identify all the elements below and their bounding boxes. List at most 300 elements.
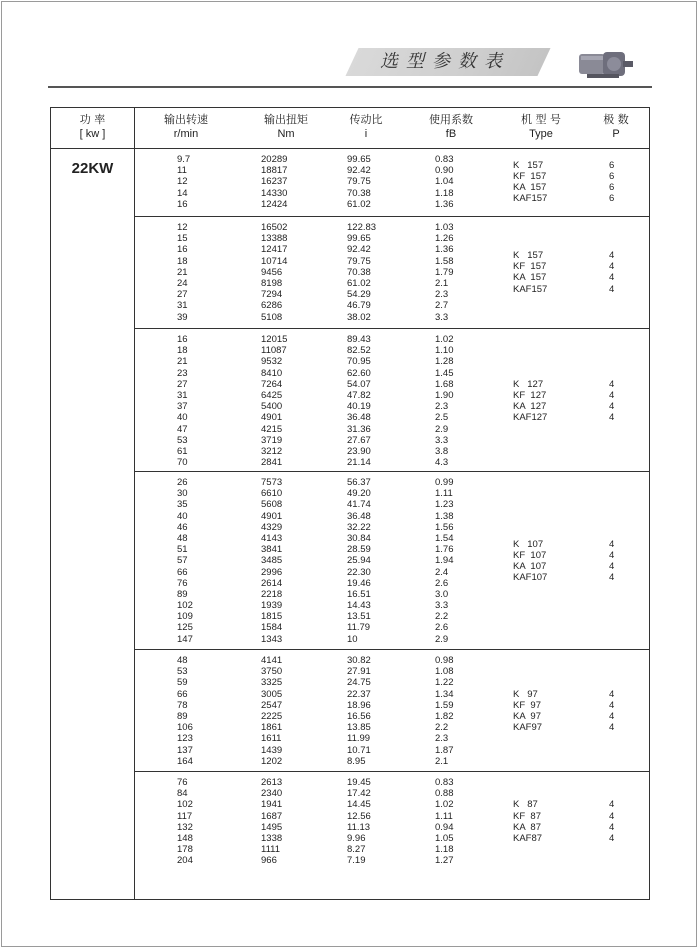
type-value: K 157	[513, 250, 544, 261]
torque-value: 4901	[261, 412, 283, 424]
type-value: KA 157	[513, 272, 547, 284]
ratio-value: 31.36	[347, 423, 371, 435]
type-value: KF 97	[513, 699, 541, 711]
speed-value: 27	[177, 378, 188, 390]
torque-column	[261, 777, 282, 867]
torque-value: 4143	[261, 532, 283, 544]
poles-value: 4	[609, 401, 615, 413]
speed-column	[177, 154, 190, 210]
type-column	[513, 160, 547, 205]
poles-column	[609, 689, 614, 734]
type-value: KF 127	[513, 389, 547, 401]
ratio-value: 47.82	[347, 389, 371, 401]
factor-column	[435, 655, 454, 767]
type-column	[513, 379, 547, 424]
factor-value: 2.3	[435, 401, 449, 413]
speed-value: 37	[177, 401, 188, 413]
torque-value: 8410	[261, 367, 283, 379]
torque-value: 5608	[261, 499, 283, 511]
speed-value: 66	[177, 688, 188, 700]
ratio-column	[347, 334, 371, 468]
poles-value: 6	[609, 170, 615, 182]
ratio-column	[347, 222, 376, 323]
header-separator	[51, 148, 649, 149]
factor-value: 2.6	[435, 577, 449, 589]
type-value: KAF157	[513, 283, 548, 295]
factor-value: 1.10	[435, 345, 454, 357]
factor-value: 1.82	[435, 710, 454, 722]
torque-value: 2547	[261, 699, 283, 711]
speed-value: 137	[177, 744, 193, 756]
speed-value: 46	[177, 521, 188, 533]
torque-value: 2218	[261, 588, 283, 600]
speed-value: 57	[177, 555, 188, 567]
torque-value: 6286	[261, 300, 283, 312]
type-column	[513, 539, 547, 584]
factor-value: 2.4	[435, 566, 449, 578]
torque-value: 1439	[261, 744, 283, 756]
torque-value: 5108	[261, 311, 283, 323]
ratio-value: 25.94	[347, 555, 371, 567]
torque-value: 20289	[261, 154, 288, 165]
speed-value: 70	[177, 457, 188, 469]
factor-value: 1.03	[435, 222, 454, 233]
group-separator	[134, 328, 649, 329]
column-header-unit: Nm	[277, 128, 295, 140]
factor-value: 0.90	[435, 165, 454, 177]
column-header-zh: 功 率	[79, 113, 106, 126]
ratio-value: 18.96	[347, 699, 371, 711]
factor-value: 2.9	[435, 633, 449, 645]
torque-value: 1495	[261, 821, 283, 833]
ratio-value: 8.95	[347, 755, 366, 767]
speed-value: 16	[177, 334, 188, 345]
column-header-zh: 极 数	[603, 113, 629, 126]
factor-value: 3.8	[435, 445, 449, 457]
ratio-value: 21.14	[347, 457, 371, 469]
torque-value: 3005	[261, 688, 283, 700]
poles-value: 4	[609, 799, 615, 811]
speed-value: 204	[177, 855, 193, 867]
poles-value: 4	[609, 722, 615, 734]
speed-value: 53	[177, 666, 188, 678]
ratio-value: 19.46	[347, 577, 371, 589]
selection-table	[50, 107, 650, 900]
poles-value: 4	[609, 832, 615, 844]
factor-value: 2.2	[435, 611, 449, 623]
speed-column	[177, 222, 188, 323]
torque-column	[261, 655, 282, 767]
speed-value: 31	[177, 389, 188, 401]
speed-value: 148	[177, 832, 193, 844]
factor-column	[435, 477, 454, 645]
ratio-value: 13.51	[347, 611, 371, 623]
torque-value: 1861	[261, 722, 283, 734]
ratio-value: 99.65	[347, 154, 371, 165]
column-header-unit: r/min	[173, 128, 199, 140]
torque-value: 9456	[261, 266, 283, 278]
factor-value: 1.59	[435, 699, 454, 711]
poles-column	[609, 250, 614, 295]
factor-value: 1.05	[435, 832, 454, 844]
speed-value: 16	[177, 198, 188, 210]
speed-column	[177, 655, 193, 767]
ratio-value: 36.48	[347, 510, 371, 522]
torque-value: 1338	[261, 832, 283, 844]
type-value: KAF97	[513, 722, 543, 734]
column-header	[581, 113, 651, 141]
torque-column	[261, 334, 287, 468]
poles-value: 4	[609, 283, 615, 295]
type-value: KAF157	[513, 193, 548, 205]
type-value: KF 157	[513, 170, 547, 182]
torque-value: 10714	[261, 255, 288, 267]
type-value: KA 87	[513, 821, 541, 833]
torque-value: 3719	[261, 434, 283, 446]
torque-value: 12015	[261, 334, 288, 345]
torque-value: 2340	[261, 788, 283, 800]
torque-value: 1202	[261, 755, 283, 767]
torque-value: 18817	[261, 165, 288, 177]
speed-value: 106	[177, 722, 193, 734]
factor-value: 1.02	[435, 799, 454, 811]
column-header	[491, 113, 591, 141]
speed-value: 18	[177, 345, 188, 357]
factor-value: 1.26	[435, 233, 454, 245]
torque-value: 2841	[261, 457, 283, 469]
poles-value: 4	[609, 378, 615, 390]
ratio-value: 61.02	[347, 198, 371, 210]
torque-value: 1939	[261, 600, 283, 612]
column-header-zh: 传动比	[349, 113, 383, 126]
column-header-unit: [ kw ]	[79, 128, 106, 140]
factor-value: 1.28	[435, 356, 454, 368]
ratio-value: 70.95	[347, 356, 371, 368]
ratio-value: 61.02	[347, 277, 371, 289]
torque-value: 4329	[261, 521, 283, 533]
speed-value: 51	[177, 544, 188, 556]
factor-value: 1.38	[435, 510, 454, 522]
torque-value: 1343	[261, 633, 283, 645]
torque-value: 6610	[261, 488, 283, 500]
ratio-value: 28.59	[347, 544, 371, 556]
torque-value: 11087	[261, 345, 287, 357]
poles-value: 4	[609, 412, 615, 424]
torque-value: 4215	[261, 423, 283, 435]
torque-value: 3750	[261, 666, 283, 678]
torque-value: 1941	[261, 799, 283, 811]
torque-value: 5400	[261, 401, 283, 413]
type-value: K 127	[513, 378, 544, 390]
factor-value: 3.3	[435, 311, 449, 323]
factor-value: 1.56	[435, 521, 454, 533]
torque-column	[261, 154, 287, 210]
column-header-zh: 输出转速	[164, 113, 208, 126]
ratio-value: 30.82	[347, 655, 371, 666]
ratio-value: 99.65	[347, 233, 371, 245]
torque-value: 2613	[261, 777, 283, 788]
type-column	[513, 689, 542, 734]
speed-value: 66	[177, 566, 188, 578]
speed-value: 102	[177, 600, 193, 612]
type-value: KA 127	[513, 401, 547, 413]
ratio-column	[347, 777, 371, 867]
header-rule	[48, 86, 652, 88]
speed-value: 23	[177, 367, 188, 379]
torque-value: 7294	[261, 289, 283, 301]
ratio-value: 11.79	[347, 622, 371, 634]
factor-value: 0.83	[435, 777, 454, 788]
type-value: KF 107	[513, 549, 547, 561]
factor-value: 3.3	[435, 434, 449, 446]
torque-value: 966	[261, 855, 277, 867]
speed-value: 15	[177, 233, 188, 245]
factor-value: 1.36	[435, 244, 454, 256]
ratio-value: 27.91	[347, 666, 371, 678]
factor-value: 1.04	[435, 176, 454, 188]
speed-value: 31	[177, 300, 188, 312]
ratio-value: 10.71	[347, 744, 371, 756]
torque-column	[261, 477, 282, 645]
ratio-value: 70.38	[347, 187, 371, 199]
column-header	[321, 113, 411, 141]
ratio-value: 30.84	[347, 532, 371, 544]
torque-value: 4141	[261, 655, 283, 666]
factor-value: 3.3	[435, 600, 449, 612]
ratio-value: 46.79	[347, 300, 371, 312]
torque-column	[261, 222, 287, 323]
column-header-unit: P	[612, 128, 620, 140]
poles-value: 6	[609, 159, 615, 171]
factor-value: 2.6	[435, 622, 449, 634]
type-value: KA 97	[513, 710, 541, 722]
torque-value: 1815	[261, 611, 283, 623]
speed-value: 59	[177, 677, 188, 689]
power-value: 22KW	[71, 160, 114, 177]
factor-value: 0.99	[435, 477, 454, 488]
column-header-zh: 输出扭矩	[264, 113, 308, 126]
factor-value: 1.54	[435, 532, 454, 544]
speed-value: 39	[177, 311, 188, 323]
factor-value: 2.3	[435, 289, 449, 301]
type-column	[513, 799, 542, 844]
ratio-value: 27.67	[347, 434, 371, 446]
factor-value: 1.11	[435, 810, 453, 822]
column-header-unit: Type	[529, 128, 553, 140]
factor-value: 2.9	[435, 423, 449, 435]
torque-value: 2614	[261, 577, 283, 589]
factor-value: 1.90	[435, 389, 454, 401]
type-value: K 97	[513, 688, 538, 700]
torque-value: 4901	[261, 510, 283, 522]
type-value: KAF127	[513, 412, 548, 424]
group-separator	[134, 216, 649, 217]
poles-value: 4	[609, 538, 615, 550]
torque-value: 2996	[261, 566, 283, 578]
factor-value: 0.88	[435, 788, 454, 800]
speed-value: 84	[177, 788, 188, 800]
ratio-value: 8.27	[347, 844, 366, 856]
poles-value: 4	[609, 389, 615, 401]
factor-value: 1.45	[435, 367, 454, 379]
group-separator	[134, 771, 649, 772]
ratio-value: 11.99	[347, 733, 371, 745]
ratio-value: 92.42	[347, 244, 371, 256]
ratio-column	[347, 154, 371, 210]
ratio-value: 62.60	[347, 367, 371, 379]
speed-value: 12	[177, 176, 188, 188]
factor-value: 1.18	[435, 187, 454, 199]
poles-value: 4	[609, 688, 615, 700]
speed-value: 16	[177, 244, 188, 256]
speed-value: 61	[177, 445, 188, 457]
ratio-value: 11.13	[347, 821, 371, 833]
speed-value: 18	[177, 255, 188, 267]
torque-value: 3325	[261, 677, 283, 689]
factor-column	[435, 222, 454, 323]
speed-value: 30	[177, 488, 188, 500]
factor-value: 1.94	[435, 555, 454, 567]
torque-value: 14330	[261, 187, 288, 199]
speed-value: 76	[177, 777, 188, 788]
column-header	[51, 113, 134, 141]
ratio-value: 14.43	[347, 600, 371, 612]
speed-value: 47	[177, 423, 188, 435]
torque-value: 7264	[261, 378, 283, 390]
factor-value: 2.5	[435, 412, 449, 424]
ratio-column	[347, 477, 371, 645]
factor-column	[435, 154, 454, 210]
poles-value: 4	[609, 261, 615, 273]
column-divider	[134, 108, 135, 899]
speed-column	[177, 477, 193, 645]
speed-value: 89	[177, 710, 188, 722]
column-header-zh: 机 型 号	[521, 113, 561, 126]
type-value: KA 157	[513, 181, 547, 193]
ratio-value: 40.19	[347, 401, 371, 413]
factor-value: 1.58	[435, 255, 454, 267]
factor-value: 0.83	[435, 154, 454, 165]
poles-value: 4	[609, 572, 615, 584]
type-column	[513, 250, 547, 295]
column-header-unit: fB	[445, 128, 457, 140]
speed-value: 35	[177, 499, 188, 511]
speed-column	[177, 777, 193, 867]
speed-value: 132	[177, 821, 193, 833]
poles-value: 4	[609, 810, 615, 822]
factor-value: 1.02	[435, 334, 454, 345]
poles-column	[609, 799, 614, 844]
torque-value: 2225	[261, 710, 283, 722]
factor-column	[435, 334, 454, 468]
poles-value: 4	[609, 710, 615, 722]
torque-value: 16237	[261, 176, 288, 188]
speed-value: 117	[177, 810, 193, 822]
poles-value: 6	[609, 181, 615, 193]
factor-value: 0.94	[435, 821, 454, 833]
ratio-value: 70.38	[347, 266, 371, 278]
type-value: KA 107	[513, 560, 547, 572]
factor-value: 1.68	[435, 378, 454, 390]
poles-value: 6	[609, 193, 615, 205]
factor-value: 0.98	[435, 655, 454, 666]
torque-value: 6425	[261, 389, 283, 401]
speed-value: 78	[177, 699, 188, 711]
factor-value: 1.22	[435, 677, 454, 689]
ratio-value: 32.22	[347, 521, 371, 533]
factor-value: 1.76	[435, 544, 454, 556]
factor-column	[435, 777, 454, 867]
torque-value: 1584	[261, 622, 283, 634]
ratio-column	[347, 655, 371, 767]
ratio-value: 16.51	[347, 588, 371, 600]
speed-value: 123	[177, 733, 193, 745]
ratio-value: 79.75	[347, 176, 371, 188]
column-header-zh: 使用系数	[429, 113, 473, 126]
factor-value: 1.34	[435, 688, 454, 700]
ratio-value: 19.45	[347, 777, 371, 788]
poles-value: 4	[609, 821, 615, 833]
ratio-value: 22.30	[347, 566, 371, 578]
factor-value: 2.1	[435, 277, 449, 289]
factor-value: 1.23	[435, 499, 454, 511]
ratio-value: 82.52	[347, 345, 371, 357]
type-value: K 157	[513, 159, 544, 171]
speed-value: 164	[177, 755, 193, 767]
ratio-value: 16.56	[347, 710, 371, 722]
ratio-value: 36.48	[347, 412, 371, 424]
ratio-value: 22.37	[347, 688, 371, 700]
type-value: K 107	[513, 538, 544, 550]
ratio-value: 49.20	[347, 488, 371, 500]
torque-value: 16502	[261, 222, 288, 233]
type-value: KAF107	[513, 572, 548, 584]
factor-value: 2.7	[435, 300, 449, 312]
torque-value: 7573	[261, 477, 283, 488]
factor-value: 1.11	[435, 488, 453, 500]
ratio-value: 13.85	[347, 722, 371, 734]
poles-column	[609, 160, 614, 205]
ratio-value: 38.02	[347, 311, 371, 323]
factor-value: 1.87	[435, 744, 454, 756]
poles-value: 4	[609, 699, 615, 711]
speed-value: 102	[177, 799, 193, 811]
ratio-value: 24.75	[347, 677, 371, 689]
ratio-value: 9.96	[347, 832, 366, 844]
type-value: K 87	[513, 799, 538, 811]
type-value: KF 87	[513, 810, 541, 822]
gearmotor-icon	[577, 48, 635, 80]
factor-value: 1.79	[435, 266, 454, 278]
torque-value: 12424	[261, 198, 288, 210]
ratio-value: 54.29	[347, 289, 371, 301]
torque-value: 3841	[261, 544, 283, 556]
speed-value: 26	[177, 477, 188, 488]
poles-value: 4	[609, 250, 615, 261]
speed-value: 12	[177, 222, 188, 233]
torque-value: 1687	[261, 810, 283, 822]
poles-column	[609, 379, 614, 424]
ratio-value: 23.90	[347, 445, 371, 457]
factor-value: 3.0	[435, 588, 449, 600]
speed-value: 14	[177, 187, 188, 199]
speed-value: 147	[177, 633, 193, 645]
poles-value: 4	[609, 560, 615, 572]
speed-value: 48	[177, 532, 188, 544]
torque-value: 3212	[261, 445, 283, 457]
ratio-value: 17.42	[347, 788, 371, 800]
ratio-value: 89.43	[347, 334, 371, 345]
